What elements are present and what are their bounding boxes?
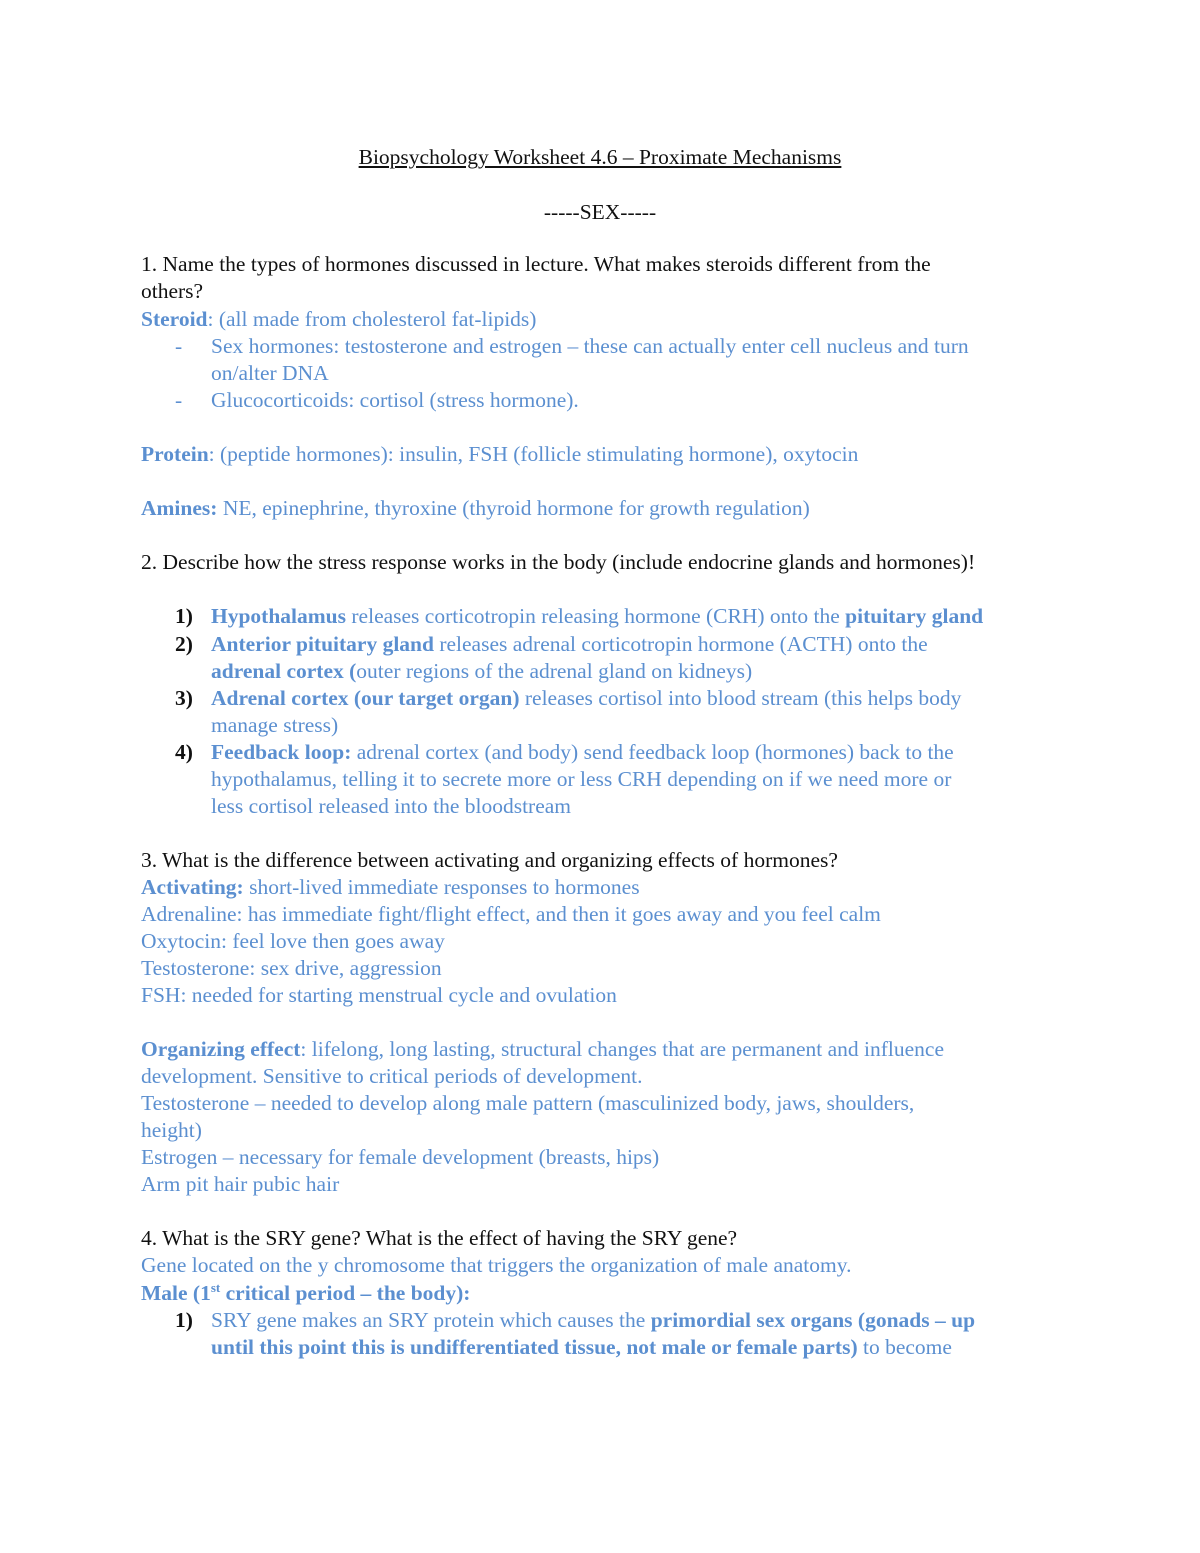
activating-label: Activating: (141, 875, 244, 899)
pituitary-term: pituitary gland (845, 604, 984, 628)
page-title: Biopsychology Worksheet 4.6 – Proximate Mechanisms (358, 145, 842, 169)
amines-label: Amines: (141, 496, 218, 520)
q3-question: 3. What is the difference between activating and organizing effects of hormones? (141, 848, 838, 872)
undifferentiated-term: until this point this is undifferentiated tissue, not male or female parts) (211, 1335, 858, 1359)
q2-number-2: 2) (175, 632, 193, 656)
bullet-dash: - (175, 334, 183, 358)
anterior-pituitary-term: Anterior pituitary gland (211, 632, 434, 656)
q1-amines-line (141, 494, 810, 522)
q2-number-1: 1) (175, 604, 193, 628)
q1-question-line2: others? (141, 279, 204, 303)
q4-item1-line2 (211, 1333, 952, 1361)
protein-label: Protein (141, 442, 209, 466)
q4-question: 4. What is the SRY gene? What is the effect of having the SRY gene? (141, 1226, 738, 1250)
q3-organizing-line3: Testosterone – needed to develop along male pattern (masculinized body, jaws, shoulders, (141, 1091, 915, 1115)
q3-organizing-line2: development. Sensitive to critical periods of development. (141, 1064, 643, 1088)
q4-item1-line1 (211, 1306, 975, 1334)
q2-item4-line2: hypothalamus, telling it to secrete more or less CRH depending on if we need more or (211, 767, 952, 791)
q2-question: 2. Describe how the stress response works in the body (include endocrine glands and hormones)! (141, 550, 976, 574)
q4-male-heading (141, 1279, 470, 1307)
q3-organizing-line (141, 1035, 944, 1063)
q2-item3-text: releases cortisol into blood stream (this helps body (519, 686, 962, 710)
q2-item4-text: adrenal cortex (and body) send feedback loop (hormones) back to the (351, 740, 954, 764)
q1-bullet1-line1: Sex hormones: testosterone and estrogen – these can actually enter cell nucleus and turn (211, 334, 969, 358)
q3-organizing-line4: height) (141, 1118, 202, 1142)
amines-text: NE, epinephrine, thyroxine (thyroid hormone for growth regulation) (217, 496, 810, 520)
steroid-text: : (all made from cholesterol fat-lipids) (207, 307, 537, 331)
organizing-label: Organizing effect (141, 1037, 301, 1061)
q2-item4-line1 (211, 738, 954, 766)
protein-text: : (peptide hormones): insulin, FSH (follicle stimulating hormone), oxytocin (208, 442, 859, 466)
q3-activating-line3: Oxytocin: feel love then goes away (141, 929, 445, 953)
q2-item2-text: releases adrenal corticotropin hormone (ACTH) onto the (433, 632, 928, 656)
feedback-loop-term: Feedback loop: (211, 740, 352, 764)
q2-item1-text: releases corticotropin releasing hormone (CRH) onto the (346, 604, 846, 628)
q2-item3-line1 (211, 684, 961, 712)
q2-item3-line2: manage stress) (211, 713, 339, 737)
q3-activating-line2: Adrenaline: has immediate fight/flight effect, and then it goes away and you feel calm (141, 902, 881, 926)
target-organ-term: Adrenal cortex (our target organ) (211, 686, 520, 710)
steroid-label: Steroid (141, 307, 208, 331)
q1-bullet2: Glucocorticoids: cortisol (stress hormone). (211, 388, 579, 412)
q4-answer: Gene located on the y chromosome that triggers the organization of male anatomy. (141, 1253, 852, 1277)
q4-item1-text2: to become (857, 1335, 952, 1359)
q2-item2-line1 (211, 630, 928, 658)
q1-bullet1-line2: on/alter DNA (211, 361, 329, 385)
hypothalamus-term: Hypothalamus (211, 604, 347, 628)
activating-text: short-lived immediate responses to hormones (243, 875, 640, 899)
bullet-dash: - (175, 388, 183, 412)
q4-number-1: 1) (175, 1308, 193, 1332)
q2-item1 (211, 602, 983, 630)
q2-number-4: 4) (175, 740, 193, 764)
q2-item2-line2 (211, 657, 752, 685)
male-heading-a: Male (1 (141, 1281, 211, 1305)
q1-protein-line (141, 440, 858, 468)
q2-number-3: 3) (175, 686, 193, 710)
adrenal-cortex-term: adrenal cortex ( (211, 659, 357, 683)
organizing-text: : lifelong, long lasting, structural changes that are permanent and influence (300, 1037, 944, 1061)
q3-organizing-line5: Estrogen – necessary for female development (breasts, hips) (141, 1145, 660, 1169)
male-heading-sup: st (210, 1279, 221, 1295)
q3-activating-line4: Testosterone: sex drive, aggression (141, 956, 442, 980)
q1-question-line1: 1. Name the types of hormones discussed in lecture. What makes steroids different from the (141, 252, 931, 276)
q3-activating-line5: FSH: needed for starting menstrual cycle and ovulation (141, 983, 617, 1007)
q1-steroid-line (141, 305, 536, 333)
male-heading-b: critical period – the body): (220, 1281, 471, 1305)
q3-activating-line (141, 873, 640, 901)
q2-item4-line3: less cortisol released into the bloodstream (211, 794, 572, 818)
q4-item1-text: SRY gene makes an SRY protein which causes the (211, 1308, 651, 1332)
q3-organizing-line6: Arm pit hair pubic hair (141, 1172, 340, 1196)
primordial-term: primordial sex organs (gonads – up (650, 1308, 976, 1332)
section-heading: -----SEX----- (543, 200, 657, 224)
q2-item2-text2: outer regions of the adrenal gland on kidneys) (356, 659, 753, 683)
